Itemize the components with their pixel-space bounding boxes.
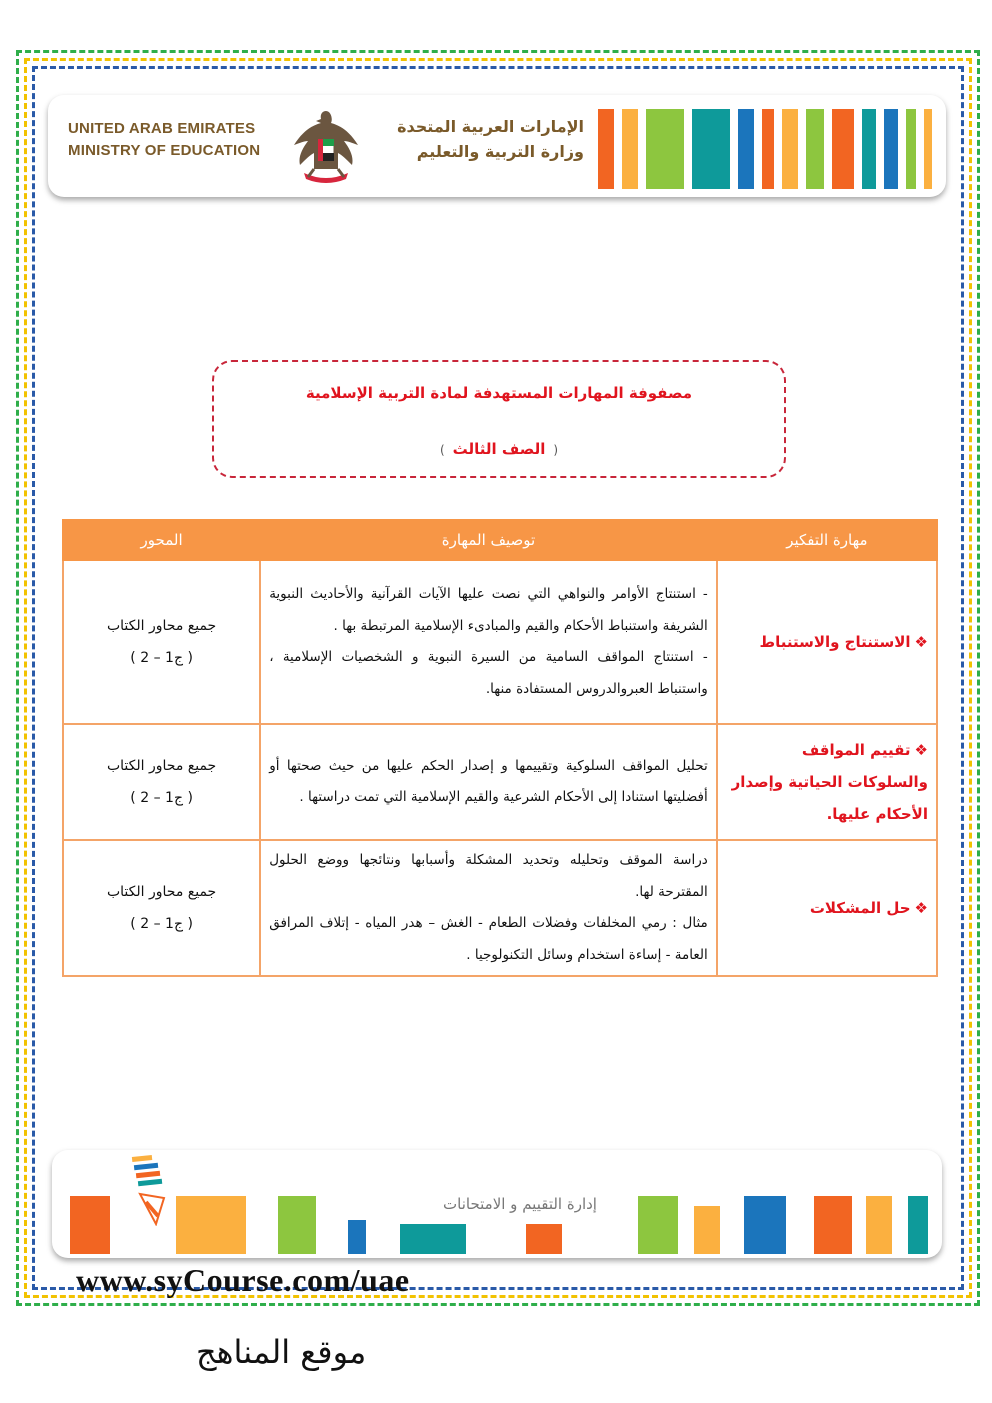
axis-text: جميع محاور الكتاب (106, 884, 217, 900)
header-en-line2: MINISTRY OF EDUCATION (68, 142, 261, 159)
header-skill-description: توصيف المهارة (260, 520, 717, 560)
footer-color-bar (814, 1196, 852, 1254)
table-row (63, 560, 937, 724)
skill-cell (717, 840, 937, 976)
header-banner (48, 95, 946, 197)
falcon-emblem-icon (286, 105, 366, 189)
title-box (212, 360, 786, 478)
footer-color-bar (400, 1224, 466, 1254)
diamond-bullet-icon: ❖ (914, 741, 928, 759)
header-color-bar (692, 109, 730, 189)
footer-color-bar (348, 1220, 366, 1254)
header-color-bar (762, 109, 774, 189)
skills-matrix-table (62, 519, 938, 977)
website-url[interactable]: www.syCourse.com/uae (76, 1262, 410, 1298)
paren-close: ) (439, 443, 445, 457)
axis-cell (63, 560, 260, 724)
skill-cell (717, 724, 937, 840)
description-cell (260, 724, 717, 840)
description-text: - استنتاج الأوامر والنواهي التي نصت عليها الآيات القرآنية والأحاديث النبوية الشريفة واستنباط الأحكام والقيم والمبادىء الإسلامية المرتبطة بها . (269, 586, 708, 634)
footer-color-bar (176, 1196, 246, 1254)
header-ar-line2: وزارة التربية والتعليم (416, 142, 584, 161)
page-title: مصفوفة المهارات المستهدفة لمادة التربية الإسلامية (305, 384, 693, 402)
footer-color-bar (694, 1206, 720, 1254)
description-text: مثال : رمي المخلفات وفضلات الطعام - الغش – هدر المياه - إتلاف المرافق العامة - إساءة استخدام وسائل التكنولوجيا . (269, 915, 708, 963)
footer-color-bar (278, 1196, 316, 1254)
skill-name: تقييم المواقف والسلوكات الحياتية وإصدار الأحكام عليها. (731, 741, 928, 823)
description-cell (260, 560, 717, 724)
axis-cell (63, 840, 260, 976)
axis-cell (63, 724, 260, 840)
header-en-line1: UNITED ARAB EMIRATES (68, 120, 256, 137)
header-color-bar (862, 109, 876, 189)
skill-name: حل المشكلات (809, 899, 911, 917)
description-text: تحليل المواقف السلوكية وتقييمها و إصدار الحكم عليها من حيث صحتها أو أفضليتها استنادا إلى الأحكام الشرعية والقيم الإسلامية التي تمت دراستها . (269, 757, 708, 805)
skill-cell (717, 560, 937, 724)
footer-dept-text: إدارة التقييم و الامتحانات (443, 1195, 597, 1213)
header-color-bar (622, 109, 638, 189)
header-color-bar (884, 109, 898, 189)
paren-open: ( (553, 443, 559, 457)
header-thinking-skill: مهارة التفكير (717, 520, 937, 560)
description-text: - استنتاج المواقف السامية من السيرة النبوية و الشخصيات الإسلامية ، واستنباط العبروالدروس المستفادة منها. (269, 649, 708, 697)
axis-sub-text: ( ج1 – 2 ) (130, 790, 193, 806)
header-color-bar (832, 109, 854, 189)
header-color-bar (598, 109, 614, 189)
axis-text: جميع محاور الكتاب (106, 618, 217, 634)
table-row (63, 724, 937, 840)
header-color-bar (906, 109, 916, 189)
table-row (63, 840, 937, 976)
footer-color-bar (70, 1196, 110, 1254)
axis-sub-text: ( ج1 – 2 ) (130, 916, 193, 932)
footer-color-bar (744, 1196, 786, 1254)
table-header-row (63, 520, 937, 560)
header-color-bar (782, 109, 798, 189)
axis-text: جميع محاور الكتاب (106, 758, 217, 774)
header-ar-line1: الإمارات العربية المتحدة (397, 117, 584, 136)
description-cell (260, 840, 717, 976)
footer-color-bar (526, 1224, 562, 1254)
diamond-bullet-icon: ❖ (914, 899, 928, 917)
header-color-bar (806, 109, 824, 189)
axis-sub-text: ( ج1 – 2 ) (130, 650, 193, 666)
header-axis: المحور (63, 520, 260, 560)
footer-color-bar (908, 1196, 928, 1254)
footer-banner (52, 1150, 942, 1258)
footer-color-bar (866, 1196, 892, 1254)
site-name: موقع المناهج (196, 1333, 367, 1371)
pencil-icon (126, 1154, 172, 1226)
header-color-bar (738, 109, 754, 189)
diamond-bullet-icon: ❖ (914, 633, 928, 651)
header-color-bar (924, 109, 932, 189)
header-color-bar (646, 109, 684, 189)
grade-title (214, 440, 784, 458)
grade-label: الصف الثالث (452, 440, 546, 458)
description-text: دراسة الموقف وتحليله وتحديد المشكلة وأسبابها ونتائجها ووضع الحلول المقترحة لها. (269, 852, 708, 900)
skill-name: الاستنتاج والاستنباط (759, 633, 911, 651)
